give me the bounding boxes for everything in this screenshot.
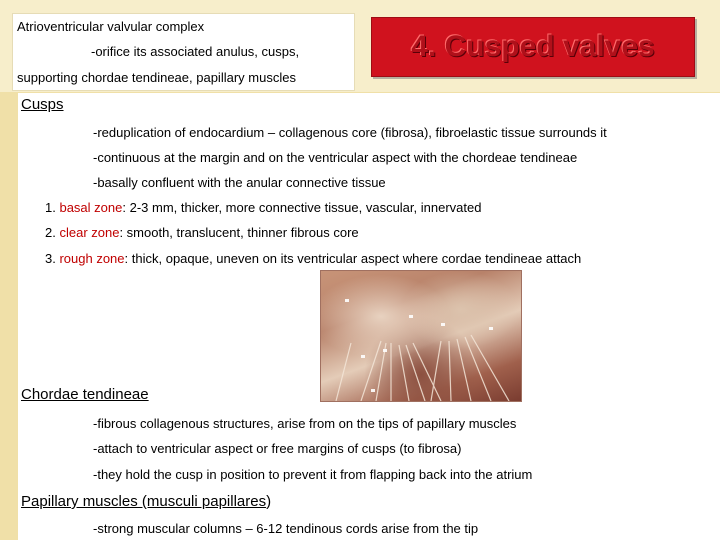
chordae-strands-illustration <box>321 271 522 402</box>
zone-name: clear zone <box>59 225 120 240</box>
chordae-bullet-2: -attach to ventricular aspect or free margins of cusps (to fibrosa) <box>93 441 462 456</box>
cusps-heading: Cusps <box>21 96 64 113</box>
zone-text: : 2-3 mm, thicker, more connective tissue, vascular, innervated <box>122 200 482 215</box>
zone-number: 1. <box>45 200 56 215</box>
zone-number: 3. <box>45 251 56 266</box>
cusps-bullet-2: -continuous at the margin and on the ventricular aspect with the chordeae tendineae <box>93 150 578 165</box>
intro-line-3: supporting chordae tendineae, papillary muscles <box>17 70 296 85</box>
zone-text: : smooth, translucent, thinner fibrous core <box>119 225 359 240</box>
papillary-heading <box>21 493 271 511</box>
slide-title: 4. Cusped valves <box>411 30 655 63</box>
papillary-heading-text: Papillary muscles (musculi papillares <box>21 493 267 510</box>
zone-item-1 <box>45 200 481 216</box>
chordae-bullet-1: -fibrous collagenous structures, arise from on the tips of papillary muscles <box>93 416 517 431</box>
content-area <box>18 93 720 540</box>
intro-line-2: -orifice its associated anulus, cusps, <box>91 44 300 59</box>
chordae-heading: Chordae tendineae <box>21 386 149 403</box>
chordae-bullet-3: -they hold the cusp in position to prevent it from flapping back into the atrium <box>93 467 533 482</box>
papillary-bullet-1: -strong muscular columns – 6-12 tendinous cords arise from the tip <box>93 521 479 536</box>
papillary-heading-close: ) <box>266 493 272 510</box>
zone-name: rough zone <box>59 251 125 266</box>
valve-specimen-photo <box>320 270 522 402</box>
zone-item-3 <box>45 251 581 267</box>
cusps-bullet-1: -reduplication of endocardium – collagenous core (fibrosa), fibroelastic tissue surrounds it <box>93 125 607 140</box>
zone-name: basal zone <box>59 200 123 215</box>
intro-box <box>12 13 355 91</box>
cusps-bullet-3: -basally confluent with the anular connective tissue <box>93 175 386 190</box>
zone-number: 2. <box>45 225 56 240</box>
zone-text: : thick, opaque, uneven on its ventricular aspect where cordae tendineae attach <box>124 251 582 266</box>
title-box <box>371 17 695 77</box>
zone-item-2 <box>45 225 359 241</box>
intro-line-1: Atrioventricular valvular complex <box>17 19 205 34</box>
